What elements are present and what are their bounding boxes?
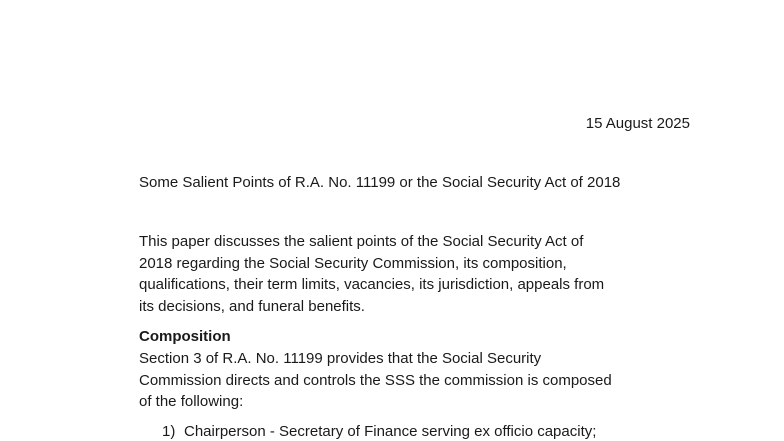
list-item-text: Chairperson - Secretary of Finance serving ex officio capacity; bbox=[184, 423, 597, 440]
intro-line: 2018 regarding the Social Security Commission, its composition, bbox=[139, 254, 567, 272]
intro-line: its decisions, and funeral benefits. bbox=[139, 297, 365, 315]
composition-heading: Composition bbox=[139, 328, 231, 345]
document-title: Some Salient Points of R.A. No. 11199 or the Social Security Act of 2018 bbox=[139, 174, 621, 191]
intro-line: This paper discusses the salient points of the Social Security Act of bbox=[139, 233, 584, 250]
intro-paragraph bbox=[139, 231, 699, 317]
composition-line: Commission directs and controls the SSS the commission is composed bbox=[139, 371, 612, 389]
composition-line: Section 3 of R.A. No. 11199 provides that the Social Security bbox=[139, 350, 542, 367]
composition-paragraph bbox=[139, 348, 699, 413]
composition-line: of the following: bbox=[139, 393, 244, 410]
list-item bbox=[162, 422, 596, 441]
intro-line: qualifications, their term limits, vacancies, its jurisdiction, appeals from bbox=[139, 276, 605, 293]
document-date: 15 August 2025 bbox=[585, 115, 690, 132]
list-item-number: 1) bbox=[162, 423, 176, 440]
